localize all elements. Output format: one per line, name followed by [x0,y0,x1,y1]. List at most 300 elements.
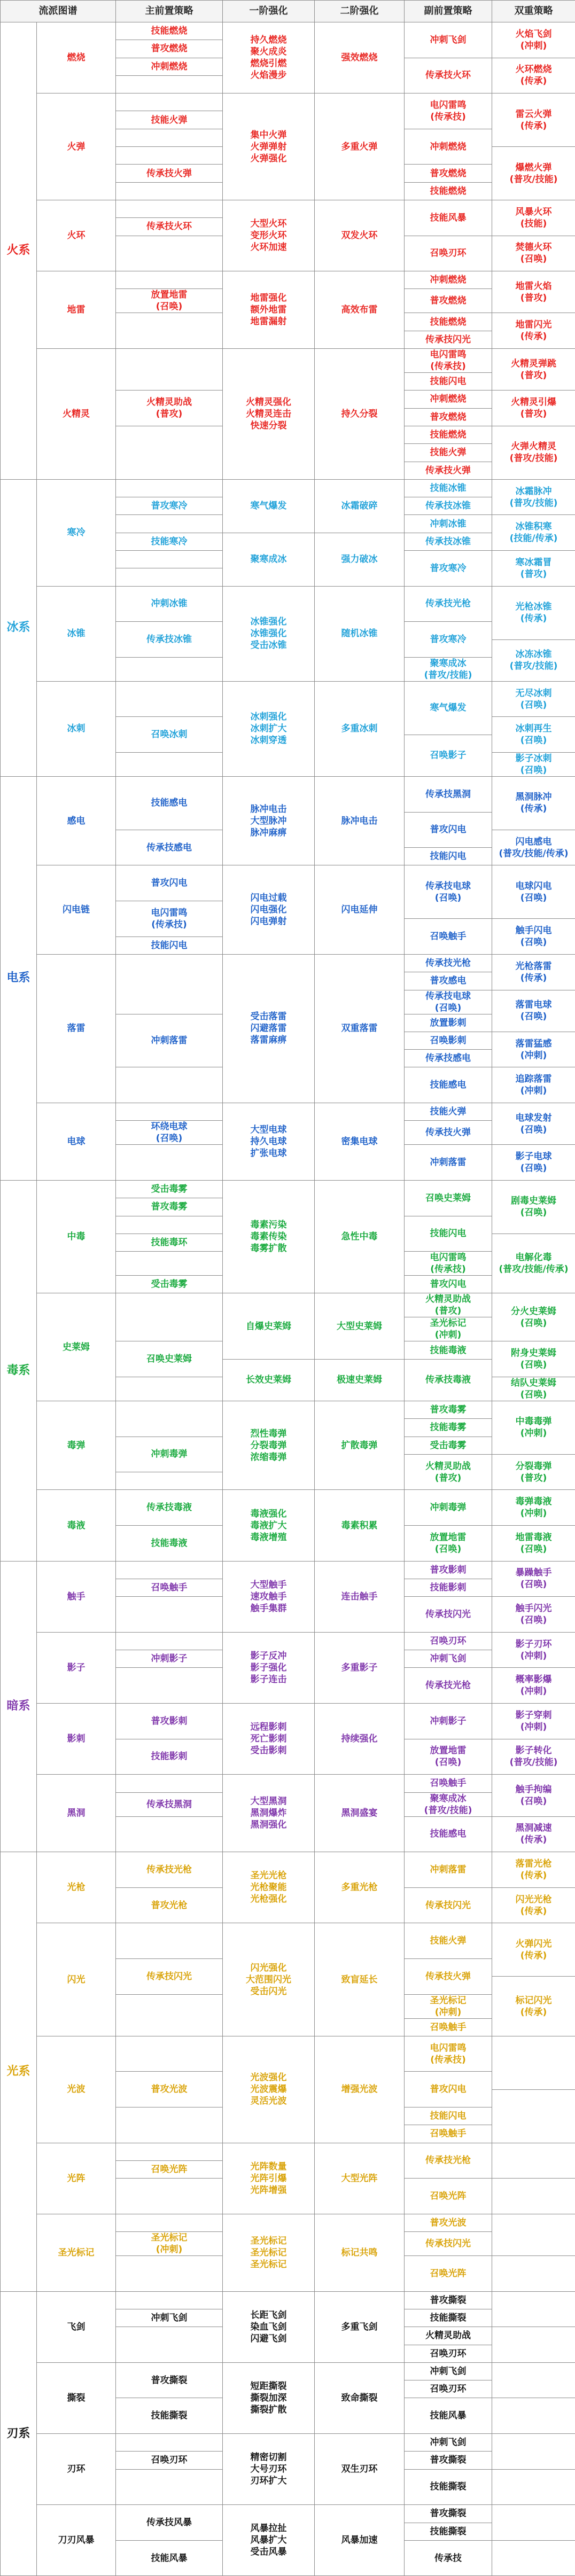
sub-pre-cell: 火精灵助战 (普攻) [405,1454,492,1490]
tier2-cell: 风暴加速 [315,2505,405,2576]
dual-cell: 光枪冰锥 (传承) [492,586,575,639]
dual-cell: 冰锥积寒 (技能/传承) [492,515,575,551]
tier1-cell: 精密切割 大号刃环 刃环扩大 [223,2434,315,2505]
main-pre-cell: 召唤史莱姆 [116,1341,223,1377]
sub-pre-cell: 普攻闪电 [405,2072,492,2107]
main-pre-cell [116,1401,223,1437]
sub-pre-cell: 普攻寒冷 [405,551,492,587]
table-row [1,93,575,111]
sub-pre-cell: 传承技电球 (召唤) [405,990,492,1014]
main-pre-cell [116,1216,223,1234]
tier2-cell: 急性中毒 [315,1180,405,1293]
sub-pre-cell: 寒气爆发 [405,681,492,735]
tier2-cell: 双生刃环 [315,2434,405,2505]
main-pre-cell [116,200,223,217]
system-cell: 火系 [1,22,37,480]
table-row [1,681,575,699]
tier2-cell: 多重冰刺 [315,681,405,776]
tier2-cell: 双重落雷 [315,954,405,1103]
sub-pre-cell: 召唤光阵 [405,2256,492,2292]
main-pre-cell [116,1597,223,1633]
sub-pre-cell: 技能火弹 [405,1103,492,1121]
sub-pre-cell: 召唤刃环 [405,2345,492,2362]
main-pre-cell: 普攻闪电 [116,865,223,901]
dual-cell [492,2036,575,2089]
dual-cell: 落雷猛感 (冲刺) [492,1032,575,1067]
main-pre-cell: 传承技黑洞 [116,1792,223,1816]
dual-cell [492,2469,575,2505]
system-cell: 毒系 [1,1180,37,1561]
main-pre-cell: 技能撕裂 [116,2398,223,2434]
dual-cell: 分火史莱姆 (召唤) [492,1293,575,1341]
tier1-cell: 远程影刺 死亡影刺 受击影刺 [223,1704,315,1775]
main-pre-cell [116,568,223,586]
sub-pre-cell: 电闪雷鸣 (传承技) [405,2036,492,2072]
main-pre-cell: 普攻光波 [116,2072,223,2107]
main-pre-cell [116,349,223,391]
sub-pre-cell: 召唤光阵 [405,2179,492,2214]
table-row [1,200,575,217]
dual-cell: 落雷光枪 (传承) [492,1852,575,1888]
sub-pre-cell: 普攻闪电 [405,1276,492,1293]
main-pre-cell [116,657,223,681]
table-row [1,1490,575,1508]
dual-cell [492,2179,575,2214]
tier1-cell: 闪电过载 闪电强化 闪电弹射 [223,865,315,954]
header-tier1: 一阶强化 [223,1,315,22]
school-name: 影刺 [37,1704,116,1775]
tier2-cell: 持续强化 [315,1704,405,1775]
table-row [1,1293,575,1317]
table-row [1,2362,575,2380]
school-name: 中毒 [37,1180,116,1293]
table-row [1,1923,575,1941]
sub-pre-cell: 技能闪电 [405,373,492,391]
dual-cell: 黑洞减速 (传承) [492,1816,575,1852]
main-pre-cell [116,2143,223,2160]
tier2-cell: 强效燃烧 [315,22,405,93]
sub-pre-cell: 冲刺飞剑 [405,2362,492,2380]
school-name: 电球 [37,1103,116,1181]
header-school: 流派图谱 [1,1,116,22]
main-pre-cell [116,752,223,776]
main-pre-cell: 技能毒环 [116,1234,223,1251]
school-name: 地雷 [37,271,116,349]
dual-cell: 影子穿刺 (冲刺) [492,1704,575,1739]
header-row [1,1,575,22]
school-name: 毒液 [37,1490,116,1561]
main-pre-cell [116,75,223,93]
school-name: 火环 [37,200,116,271]
sub-pre-cell: 聚寒成冰 (普攻/技能) [405,1792,492,1816]
tier2-cell: 标记共鸣 [315,2214,405,2291]
school-name: 圣光标记 [37,2214,116,2291]
sub-pre-cell: 传承技黑洞 [405,776,492,812]
sub-pre-cell: 传承技闪光 [405,1597,492,1633]
sub-pre-cell: 电闪雷鸣 (传承技) [405,349,492,373]
main-pre-cell [116,954,223,1014]
sub-pre-cell: 召唤触手 [405,1775,492,1792]
sub-pre-cell: 普攻撕裂 [405,2505,492,2523]
sub-pre-cell: 冲刺燃烧 [405,391,492,408]
main-pre-cell [116,1668,223,1704]
school-name: 毒弹 [37,1401,116,1490]
sub-pre-cell: 放置地雷 (召唤) [405,1739,492,1775]
dual-cell: 影子冰刺 (召唤) [492,752,575,776]
tier1-cell: 大型触手 速攻触手 触手集群 [223,1561,315,1632]
main-pre-cell [116,1293,223,1341]
dual-cell: 电球发射 (召唤) [492,1103,575,1145]
sub-pre-cell: 普攻感电 [405,972,492,990]
sub-pre-cell: 冲刺影子 [405,1704,492,1739]
sub-pre-cell: 普攻寒冷 [405,622,492,658]
main-pre-cell: 技能感电 [116,776,223,830]
dual-cell: 地雷闪光 (传承) [492,313,575,349]
main-pre-cell [116,182,223,200]
sub-pre-cell: 冲刺燃烧 [405,271,492,289]
tier1-cell: 烈性毒弹 分裂毒弹 浓缩毒弹 [223,1401,315,1490]
dual-cell: 黑洞脉冲 (传承) [492,776,575,830]
sub-pre-cell: 传承技闪光 [405,2232,492,2256]
table-row [1,1775,575,1792]
sub-pre-cell: 电闪雷鸣 (传承技) [405,1252,492,1276]
tier1-cell: 影子反冲 影子强化 影子连击 [223,1632,315,1703]
tier2-cell: 大型光阵 [315,2143,405,2214]
tier1-cell: 持久燃烧 聚火成炎 燃烧引燃 火焰漫步 [223,22,315,93]
dual-cell: 电解化毒 (普攻/技能/传承) [492,1234,575,1293]
sub-pre-cell: 技能风暴 [405,2398,492,2434]
main-pre-cell [116,1816,223,1852]
main-pre-cell [116,1472,223,1490]
sub-pre-cell: 冲刺飞剑 [405,2434,492,2452]
tier2-cell: 脉冲电击 [315,776,405,865]
sub-pre-cell: 普攻影刺 [405,1561,492,1579]
tier1-cell: 受击落雷 闪避落雷 落雷麻痹 [223,954,315,1103]
sub-pre-cell: 放置地雷 (召唤) [405,1526,492,1562]
tier1-cell: 大型黑洞 黑洞爆炸 黑洞强化 [223,1775,315,1852]
table-body [1,22,575,2576]
sub-pre-cell: 冲刺飞剑 [405,22,492,58]
main-pre-cell [116,2214,223,2231]
main-pre-cell: 传承技闪光 [116,1958,223,1994]
main-pre-cell: 冲刺燃烧 [116,58,223,75]
tier2-cell: 强力破冰 [315,533,405,586]
dual-cell: 火精灵弹跳 (普攻) [492,349,575,391]
header-dual: 双重策略 [492,1,575,22]
sub-pre-cell: 传承技毒液 [405,1359,492,1401]
main-pre-cell [116,1632,223,1650]
school-name: 刀刃风暴 [37,2505,116,2576]
sub-pre-cell: 技能闪电 [405,2107,492,2125]
dual-cell: 火焰飞剑 (冲刺) [492,22,575,58]
tier1-cell: 脉冲电击 大型脉冲 脉冲麻痹 [223,776,315,865]
sub-pre-cell: 传承技光枪 [405,954,492,972]
sub-pre-cell: 普攻撕裂 [405,2291,492,2309]
main-pre-cell [116,2291,223,2309]
dual-cell: 焚德火环 (召唤) [492,236,575,271]
tier1-cell: 光阵数量 光阵引爆 光阵增强 [223,2143,315,2214]
sub-pre-cell: 冲刺落雷 [405,1852,492,1888]
sub-pre-cell: 传承技 [405,2540,492,2576]
dual-cell: 风暴火环 (技能) [492,200,575,236]
table-row [1,586,575,604]
tier2-cell: 多重影子 [315,1632,405,1703]
tier1-cell: 大型电球 持久电球 扩张电球 [223,1103,315,1181]
main-pre-cell [116,2036,223,2072]
tier1-cell: 毒素污染 毒素传染 毒雾扩散 [223,1180,315,1293]
tier1-cell: 风暴拉扯 风暴扩大 受击风暴 [223,2505,315,2576]
tier1-cell: 寒气爆发 [223,479,315,533]
dual-cell [492,2505,575,2541]
main-pre-cell: 技能影刺 [116,1739,223,1775]
main-pre-cell: 圣光标记 (冲刺) [116,2232,223,2256]
school-name: 落雷 [37,954,116,1103]
sub-pre-cell: 放置影刺 [405,1014,492,1032]
sub-pre-cell: 技能毒液 [405,1341,492,1359]
sub-pre-cell: 召唤影刺 [405,1032,492,1049]
main-pre-cell: 冲刺落雷 [116,1014,223,1067]
table-row [1,2214,575,2231]
main-pre-cell: 普攻燃烧 [116,40,223,58]
dual-cell [492,2362,575,2398]
dual-cell [492,2256,575,2292]
table-row [1,2036,575,2054]
dual-cell: 无尽冰刺 (召唤) [492,681,575,717]
dual-cell: 剧毒史莱姆 (召唤) [492,1180,575,1234]
dual-cell: 火弹闪光 (传承) [492,1923,575,1977]
school-name: 撕裂 [37,2362,116,2433]
dual-cell: 中毒毒弹 (冲刺) [492,1401,575,1455]
tier2-cell: 致命撕裂 [315,2362,405,2433]
dual-cell [492,2398,575,2434]
dual-cell: 影子电球 (召唤) [492,1145,575,1181]
sub-pre-cell: 传承技火环 [405,58,492,93]
sub-pre-cell: 火精灵助战 (普攻) [405,1293,492,1317]
main-pre-cell: 普攻毒雾 [116,1198,223,1216]
dual-cell [492,2327,575,2363]
main-pre-cell [116,515,223,533]
tier2-cell: 黑洞盛宴 [315,1775,405,1852]
school-name: 感电 [37,776,116,865]
main-pre-cell: 冲刺冰锥 [116,586,223,622]
sub-pre-cell: 普攻光波 [405,2214,492,2231]
sub-pre-cell: 火精灵助战 [405,2327,492,2345]
tier1-cell: 光波强化 光波震爆 灵活光波 [223,2036,315,2143]
table-row [1,1561,575,1579]
tier2-cell: 闪电延伸 [315,865,405,954]
dual-cell: 冰霜脉冲 (普攻/技能) [492,479,575,515]
table-row [1,865,575,883]
sub-pre-cell: 召唤刃环 [405,2380,492,2398]
dual-cell [492,2214,575,2255]
table-row [1,2434,575,2452]
dual-cell: 闪电感电 (普攻/技能/传承) [492,830,575,865]
tier2-cell: 扩散毒弹 [315,1401,405,1490]
tier2-cell: 双发火环 [315,200,405,271]
main-pre-cell: 受击毒雾 [116,1276,223,1293]
main-pre-cell: 火精灵助战 (普攻) [116,391,223,426]
tier1-cell: 集中火弹 火弹弹射 火弹强化 [223,93,315,200]
main-pre-cell: 电闪雷鸣 (传承技) [116,901,223,937]
dual-cell: 触手闪光 (召唤) [492,1597,575,1633]
dual-cell: 火环燃烧 (传承) [492,58,575,93]
main-pre-cell: 冲刺影子 [116,1650,223,1668]
tier1-cell: 长效史莱姆 [223,1359,315,1401]
table-row [1,954,575,972]
dual-cell: 寒冰霜冒 (普攻) [492,551,575,587]
main-pre-cell [116,2107,223,2143]
school-name: 光波 [37,2036,116,2143]
dual-cell: 触手拘编 (召唤) [492,1775,575,1816]
sub-pre-cell: 冲刺燃烧 [405,129,492,165]
table-row [1,1704,575,1721]
main-pre-cell: 技能寒冷 [116,533,223,550]
sub-pre-cell: 召唤触手 [405,919,492,955]
main-pre-cell [116,1923,223,1959]
tier1-cell: 长距飞剑 染血飞剑 闪避飞剑 [223,2291,315,2362]
main-pre-cell: 召唤触手 [116,1579,223,1596]
main-pre-cell: 普攻光枪 [116,1887,223,1923]
main-pre-cell [116,2327,223,2363]
sub-pre-cell: 召唤刃环 [405,1632,492,1650]
main-pre-cell: 传承技光枪 [116,1852,223,1888]
table-row [1,479,575,497]
table-row [1,1852,575,1870]
sub-pre-cell: 技能撕裂 [405,2309,492,2327]
dual-cell: 冰刺再生 (召唤) [492,717,575,753]
dual-cell: 影子转化 (普攻/技能) [492,1739,575,1775]
dual-cell: 电球闪电 (召唤) [492,865,575,919]
dual-cell: 附身史莱姆 (召唤) [492,1341,575,1377]
sub-pre-cell: 技能火弹 [405,1923,492,1959]
sub-pre-cell: 传承技火弹 [405,1121,492,1145]
main-pre-cell [116,313,223,349]
school-name: 燃烧 [37,22,116,93]
sub-pre-cell: 传承技火弹 [405,1958,492,1994]
sub-pre-cell: 普攻闪电 [405,812,492,848]
dual-cell: 分裂毒弹 (普攻) [492,1454,575,1490]
main-pre-cell: 冲刺毒弹 [116,1437,223,1472]
tier2-cell: 随机冰锥 [315,586,405,681]
sub-pre-cell: 传承技光枪 [405,1668,492,1704]
header-tier2: 二阶强化 [315,1,405,22]
system-cell: 刃系 [1,2291,37,2576]
sub-pre-cell: 召唤史莱姆 [405,1180,492,1216]
dual-cell [492,2143,575,2179]
sub-pre-cell: 冲刺落雷 [405,1145,492,1181]
main-pre-cell [116,271,223,289]
header-sub-pre: 副前置策略 [405,1,492,22]
sub-pre-cell: 技能闪电 [405,848,492,865]
sub-pre-cell: 普攻燃烧 [405,165,492,182]
dual-cell: 暴躁触手 (召唤) [492,1561,575,1597]
tier2-cell: 连击触手 [315,1561,405,1632]
dual-cell: 影子刃环 (冲刺) [492,1632,575,1668]
sub-pre-cell: 技能闪电 [405,1216,492,1252]
main-pre-cell [116,1103,223,1121]
main-pre-cell: 放置地雷 (召唤) [116,289,223,313]
main-pre-cell [116,1067,223,1103]
tier1-cell: 圣光光枪 光枪聚能 光枪强化 [223,1852,315,1923]
sub-pre-cell: 技能燃烧 [405,426,492,443]
sub-pre-cell: 圣光标记 (冲刺) [405,1317,492,1341]
sub-pre-cell: 召唤触手 [405,2018,492,2036]
table-row [1,1103,575,1121]
tier1-cell: 地雷强化 额外地雷 地雷漏射 [223,271,315,349]
sub-pre-cell: 冲刺飞剑 [405,1650,492,1668]
main-pre-cell: 传承技风暴 [116,2505,223,2541]
sub-pre-cell: 普攻撕裂 [405,2452,492,2469]
table-row [1,776,575,794]
school-name: 影子 [37,1632,116,1703]
sub-pre-cell: 技能燃烧 [405,313,492,331]
table-row [1,2143,575,2160]
main-pre-cell [116,1145,223,1181]
main-pre-cell [116,551,223,568]
main-pre-cell [116,426,223,479]
sub-pre-cell: 传承技闪光 [405,331,492,348]
sub-pre-cell: 冲刺冰锥 [405,515,492,533]
sub-pre-cell: 召唤影子 [405,735,492,776]
dual-cell [492,2540,575,2576]
tier2-cell: 毒素积累 [315,1490,405,1561]
dual-cell: 追踪落雷 (冲刺) [492,1067,575,1103]
table-row [1,1180,575,1198]
dual-cell: 触手闪电 (召唤) [492,919,575,955]
sub-pre-cell: 传承技电球 (召唤) [405,865,492,919]
sub-pre-cell: 技能燃烧 [405,182,492,200]
main-pre-cell [116,147,223,165]
main-pre-cell [116,2256,223,2292]
dual-cell: 闪光光枪 (传承) [492,1887,575,1923]
sub-pre-cell: 技能火弹 [405,444,492,462]
school-name: 闪电链 [37,865,116,954]
sub-pre-cell: 技能毒雾 [405,1419,492,1437]
sub-pre-cell: 技能冰锥 [405,479,492,497]
school-name: 火精灵 [37,349,116,480]
main-pre-cell [116,1994,223,2036]
sub-pre-cell: 聚寒成冰 (普攻/技能) [405,657,492,681]
dual-cell: 标记闪光 (传承) [492,1977,575,2036]
main-pre-cell: 传承技火弹 [116,165,223,182]
main-pre-cell: 环绕电球 (召唤) [116,1121,223,1145]
tier1-cell: 冰锥强化 冰锥强化 受击冰锥 [223,586,315,681]
main-pre-cell: 技能闪电 [116,936,223,954]
sub-pre-cell: 电闪雷鸣 (传承技) [405,93,492,129]
main-pre-cell: 传承技感电 [116,830,223,865]
table-row [1,2505,575,2523]
main-pre-cell: 普攻影刺 [116,1704,223,1739]
dual-cell [492,2291,575,2327]
main-pre-cell: 冲刺飞剑 [116,2309,223,2327]
table-row [1,1401,575,1419]
main-pre-cell [116,236,223,271]
sub-pre-cell: 传承技光枪 [405,2143,492,2179]
table-row [1,22,575,40]
tier2-cell: 密集电球 [315,1103,405,1181]
tier2-cell: 高效布雷 [315,271,405,349]
tier2-cell: 多重光枪 [315,1852,405,1923]
main-pre-cell: 普攻寒冷 [116,497,223,515]
tier2-cell: 致盲延长 [315,1923,405,2036]
tier2-cell: 大型史莱姆 [315,1293,405,1359]
system-cell: 电系 [1,776,37,1180]
sub-pre-cell: 技能感电 [405,1816,492,1852]
sub-pre-cell: 圣光标记 (冲刺) [405,1994,492,2018]
sub-pre-cell: 召唤触手 [405,2125,492,2143]
main-pre-cell [116,2179,223,2214]
tier2-cell: 冰霜破碎 [315,479,405,533]
